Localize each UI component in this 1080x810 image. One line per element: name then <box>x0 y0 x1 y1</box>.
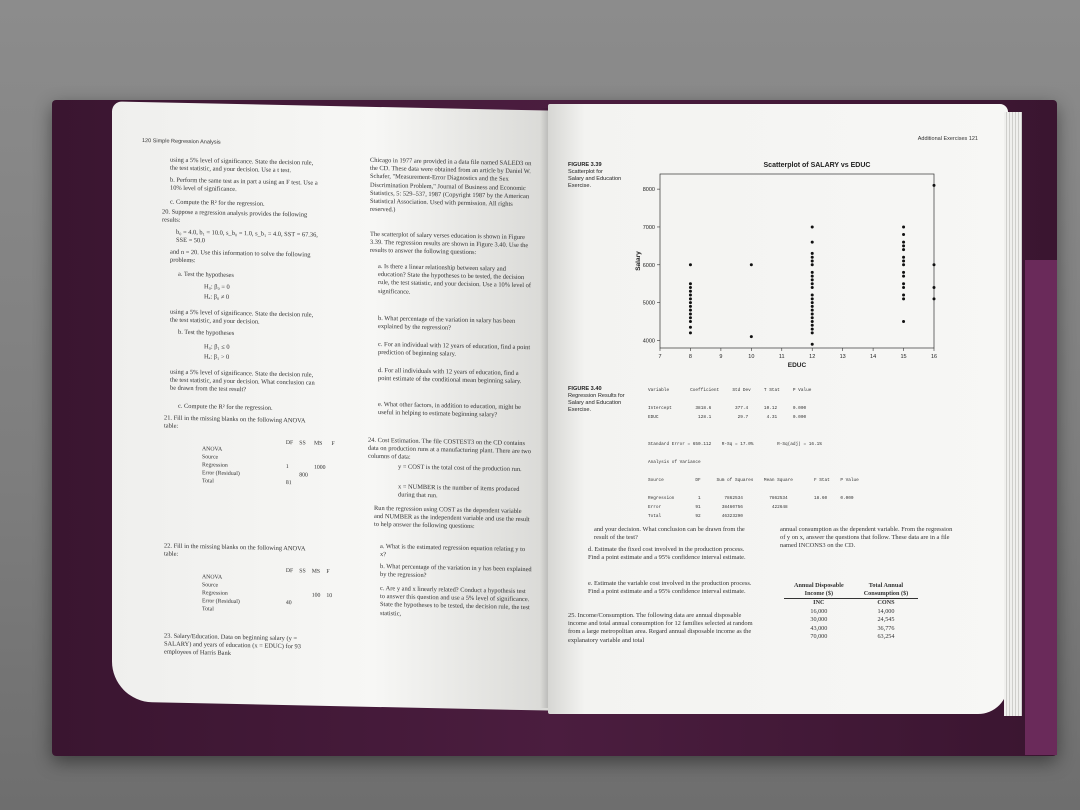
regression-output-line <box>648 467 859 476</box>
data-point <box>811 309 814 312</box>
data-point <box>902 241 905 244</box>
data-point <box>933 297 936 300</box>
cell: SS <box>299 568 306 575</box>
data-point <box>902 248 905 251</box>
data-point <box>811 263 814 266</box>
table-header-row <box>784 582 918 599</box>
data-point <box>811 225 814 228</box>
left-col2-1: Chicago in 1977 are provided in a data file named SALED3 on the CD. These data were obtained from an article by Daniel W. Schafer, "Measurement-Error Diagnostics and the Sex Discrimination Problem," Journal of Business and Economic Statistics, 5: 529–537, 1987 (Copyright 1987 by the American Statistical Association. Used with permission. All rights reserved.) <box>370 156 532 214</box>
data-point <box>811 278 814 281</box>
cell: Total <box>202 606 214 613</box>
data-point <box>689 263 692 266</box>
data-point <box>811 320 814 323</box>
cell: MS <box>311 568 321 575</box>
regression-output <box>648 386 859 521</box>
cell: 63,254 <box>877 633 895 640</box>
x-tick-label: 13 <box>839 354 846 360</box>
caption-line: Salary and Education <box>568 400 622 406</box>
caption-line: Regression Results for <box>568 393 625 399</box>
x-tick-label: 10 <box>748 354 755 360</box>
data-point <box>811 343 814 346</box>
cell: 81 <box>285 480 292 487</box>
x-tick-label: 7 <box>658 354 662 360</box>
regression-output-line: Standard Error = 650.112 R-Sq = 17.0% R-Sq(adj) = 16.1% <box>648 442 822 447</box>
table-row <box>784 633 918 642</box>
cell: 14,000 <box>877 607 895 615</box>
left-col2-10: x = NUMBER is the number of items produced during that run. <box>398 483 520 500</box>
y-axis-label: Salary <box>635 251 642 271</box>
chart-title: Scatterplot of SALARY vs EDUC <box>763 162 871 169</box>
cell: 30,000 <box>810 616 828 623</box>
data-point <box>750 335 753 338</box>
regression-output-line: Variable Coefficient Std Dev T Stat P Value <box>648 388 812 393</box>
data-point <box>811 286 814 289</box>
left-col2-4: b. What percentage of the variation in salary has been explained by the regression? <box>378 314 516 332</box>
page-stack-edge <box>1004 112 1022 716</box>
data-point <box>902 263 905 266</box>
scatterplot-salary-educ <box>634 156 944 376</box>
data-point <box>902 260 905 263</box>
data-point <box>902 320 905 323</box>
left-col2-5: c. For an individual with 12 years of education, find a point prediction of beginning salary. <box>378 340 531 358</box>
x-tick-label: 11 <box>778 354 785 360</box>
regression-output-line: Source DF Sum of Squares Mean Square F Stat P Value <box>648 478 859 483</box>
left-text-18: 23. Salary/Education. Data on beginning salary (y = SALARY) and years of education (x = EDUC) for 93 employees of Harris Bank <box>164 632 301 658</box>
regression-output-line <box>648 449 859 458</box>
right-text-1: and your decision. What conclusion can be drawn from the result of the test? <box>594 526 745 542</box>
x-tick-label: 8 <box>688 354 692 360</box>
left-page <box>112 101 550 710</box>
col-header-income: Annual Disposable Income ($) <box>784 582 854 599</box>
left-text-11: b. Test the hypotheses <box>178 328 235 337</box>
data-point <box>902 297 905 300</box>
right-text-4: 25. Income/Consumption. The following data are annual disposable income and total annual consumption for 12 families selected at random from a large metropolitan area. Regard annual disposable income as the explanatory variable and total <box>568 612 753 644</box>
data-point <box>811 275 814 278</box>
data-point <box>811 260 814 263</box>
data-point <box>902 225 905 228</box>
data-point <box>811 301 814 304</box>
regression-output-line: Analysis of Variance <box>648 460 701 465</box>
data-point <box>689 290 692 293</box>
cell: Total <box>202 478 214 485</box>
data-point <box>811 328 814 331</box>
cell: Regression <box>202 462 228 469</box>
anova-table-21 <box>202 437 341 488</box>
left-col2-13: b. What percentage of the variation in y has been explained by the regression? <box>380 563 532 580</box>
caption-line: Scatterplot for <box>568 169 603 175</box>
cell: 1000 <box>313 464 326 471</box>
left-text-10: using a 5% level of significance. State the decision rule, the test statistic, and your decision. <box>170 308 314 326</box>
plot-frame <box>660 174 934 348</box>
left-text-15: c. Compute the R² for the regression. <box>178 402 273 412</box>
cell: 70,000 <box>810 633 828 640</box>
data-point <box>811 305 814 308</box>
regression-output-line: Intercept 3818.6 377.4 10.12 0.000 <box>648 406 807 411</box>
cell: F <box>331 441 335 448</box>
cell: MS <box>313 440 323 447</box>
left-text-3: c. Compute the R² for the regression. <box>170 198 265 208</box>
y-tick-label: 5000 <box>642 300 655 307</box>
cell: 1 <box>285 464 289 471</box>
regression-output-line <box>648 485 859 494</box>
table-row <box>784 599 918 608</box>
income-consumption-table <box>784 582 918 642</box>
cell: Error (Residual) <box>202 598 240 606</box>
data-point <box>689 331 692 334</box>
left-text-12: H₀: β₁ ≤ 0 <box>204 343 230 351</box>
y-tick-label: 7000 <box>642 224 655 231</box>
cell: 100 <box>311 592 321 599</box>
caption-line: Exercise. <box>568 183 592 189</box>
regression-output-line: Error 91 38460756 422648 <box>648 505 788 510</box>
cell: 40 <box>285 600 292 607</box>
x-axis-label: EDUC <box>787 362 807 369</box>
caption-line: Exercise. <box>568 407 592 413</box>
cell: Source <box>202 454 219 461</box>
data-point <box>750 263 753 266</box>
data-point <box>811 282 814 285</box>
table-row <box>784 616 918 625</box>
cell: CONS <box>877 599 895 606</box>
cell: ANOVA <box>202 574 223 581</box>
data-point <box>811 312 814 315</box>
right-page-header: Additional Exercises 121 <box>917 136 978 142</box>
data-point <box>902 256 905 259</box>
left-col2-9: y = COST is the total cost of the production run. <box>398 463 522 473</box>
x-tick-label: 9 <box>719 354 723 360</box>
col-header-consumption: Total Annual Consumption ($) <box>854 582 919 599</box>
data-point <box>933 263 936 266</box>
x-tick-label: 14 <box>870 354 877 360</box>
left-text-6: and n = 20. Use this information to solve the following problems: <box>170 248 311 265</box>
data-point <box>811 297 814 300</box>
cell: 36,776 <box>877 624 895 632</box>
data-point <box>689 305 692 308</box>
cell: SS <box>299 440 306 447</box>
cell: Error (Residual) <box>202 470 240 478</box>
y-tick-label: 8000 <box>642 187 655 194</box>
regression-output-line <box>648 395 859 404</box>
right-text-2: d. Estimate the fixed cost involved in the production process. Find a point estimate and a 95% confidence interval estimate. <box>588 546 746 562</box>
cell: 24,545 <box>877 616 895 623</box>
data-point <box>811 331 814 334</box>
caption-line: Salary and Education <box>568 176 622 182</box>
caption-line: FIGURE 3.40 <box>568 386 602 392</box>
left-col2-14: c. Are y and x linearly related? Conduct a hypothesis test to answer this question and use a 5% level of significance. State the hypotheses to be tested, the decision rule, the test statistic, <box>380 585 530 618</box>
data-point <box>689 309 692 312</box>
data-point <box>811 256 814 259</box>
data-point <box>902 244 905 247</box>
left-col2-2: The scatterplot of salary verses education is shown in Figure 3.39. The regression results are shown in Figure 3.40. Use the results to answer the following questions: <box>370 230 529 257</box>
table-row <box>202 477 341 488</box>
left-page-header: 120 Simple Regression Analysis <box>142 138 221 146</box>
y-tick-label: 6000 <box>642 262 655 269</box>
left-col2-3: a. Is there a linear relationship between salary and education? State the hypotheses to be tested, the decision rule, the test statistic, and your decision. Use a 10% level of significance. <box>378 262 531 296</box>
left-col2-8: 24. Cost Estimation. The file COSTEST3 on the CD contains data on production runs at a manufacturing plant. There are two columns of data: <box>368 436 531 462</box>
cell: Source <box>202 582 219 589</box>
data-point <box>902 275 905 278</box>
cell: 10 <box>326 592 333 600</box>
data-point <box>811 271 814 274</box>
left-col2-11: Run the regression using COST as the dependent variable and NUMBER as the independent variable and use the result to help answer the following questions: <box>374 504 530 531</box>
left-col2-12: a. What is the estimated regression equation relating y to x? <box>380 543 526 559</box>
right-page <box>548 104 1008 714</box>
data-point <box>933 184 936 187</box>
data-point <box>689 282 692 285</box>
left-col2-7: e. What other factors, in addition to education, might be useful in helping to estimate beginning salary? <box>378 400 521 419</box>
data-point <box>689 316 692 319</box>
data-point <box>689 286 692 289</box>
cell: 43,000 <box>810 624 828 632</box>
cell: INC <box>813 599 825 606</box>
cell: F <box>326 568 330 575</box>
left-text-1: using a 5% level of significance. State the decision rule, the test statistic, and your decision. Use a t test. <box>170 156 314 175</box>
table-row <box>202 605 338 616</box>
x-tick-label: 16 <box>930 354 938 360</box>
data-point <box>689 301 692 304</box>
data-point <box>689 320 692 323</box>
regression-output-line: Total 92 46323290 <box>648 514 743 519</box>
left-text-4: 20. Suppose a regression analysis provides the following results: <box>162 208 308 225</box>
left-text-7: a. Test the hypotheses <box>178 270 234 279</box>
data-point <box>811 316 814 319</box>
left-col2-6: d. For all individuals with 12 years of education, find a point estimate of the conditional mean beginning salary. <box>378 366 522 386</box>
data-point <box>689 297 692 300</box>
caption-line: FIGURE 3.39 <box>568 162 602 168</box>
regression-output-line: EDUC 128.1 29.7 4.31 0.000 <box>648 415 807 420</box>
cell: 16,000 <box>810 607 828 615</box>
data-point <box>811 241 814 244</box>
regression-output-line: Regression 1 7862534 7862534 18.60 0.000 <box>648 496 854 501</box>
data-point <box>902 233 905 236</box>
left-text-9: Hₐ: β₀ ≠ 0 <box>204 293 230 301</box>
data-point <box>902 271 905 274</box>
data-point <box>902 294 905 297</box>
cell: 800 <box>299 472 308 479</box>
x-tick-label: 12 <box>809 354 816 360</box>
x-tick-label: 15 <box>900 354 907 360</box>
left-text-16: 21. Fill in the missing blanks on the following ANOVA table: <box>164 414 306 431</box>
book-cover-edge <box>1025 260 1057 755</box>
data-point <box>933 286 936 289</box>
regression-output-line <box>648 422 859 431</box>
left-text-8: H₀: β₀ = 0 <box>204 283 230 291</box>
left-text-5: b₀ = 4.0, b₁ = 10.0, s_b₀ = 1.0, s_b₁ = 4.0, SST = 67.36, SSE = 50.0 <box>176 228 318 245</box>
left-text-14: using a 5% level of significance. State the decision rule, the test statistic, and your decision. What conclusion can be drawn from the test result? <box>170 368 315 394</box>
figure-3-40-caption <box>568 386 648 414</box>
data-point <box>902 286 905 289</box>
right-col2-text: annual consumption as the dependent variable. From the regression of y on x, answer the questions that follow. These data are in a file named INCONS3 on the CD. <box>780 526 953 550</box>
table-row <box>784 608 918 617</box>
data-point <box>811 294 814 297</box>
cell: DF <box>285 440 294 447</box>
cell: DF <box>285 568 294 575</box>
y-tick-label: 4000 <box>642 338 655 345</box>
left-text-13: Hₐ: β₁ > 0 <box>204 353 230 361</box>
table-row <box>784 625 918 634</box>
data-point <box>689 312 692 315</box>
data-point <box>811 324 814 327</box>
data-point <box>902 282 905 285</box>
data-point <box>811 252 814 255</box>
data-point <box>689 294 692 297</box>
cell: ANOVA <box>202 446 223 453</box>
right-text-3: e. Estimate the variable cost involved in the production process. Find a point estimate and a 95% confidence interval estimate. <box>588 580 752 596</box>
regression-output-line <box>648 431 859 440</box>
left-text-2: b. Perform the same test as in part a using an F test. Use a 10% level of significance. <box>170 176 318 194</box>
cell: Regression <box>202 590 228 597</box>
anova-table-22 <box>202 565 338 616</box>
data-point <box>689 326 692 329</box>
left-text-17: 22. Fill in the missing blanks on the following ANOVA table: <box>164 542 306 559</box>
